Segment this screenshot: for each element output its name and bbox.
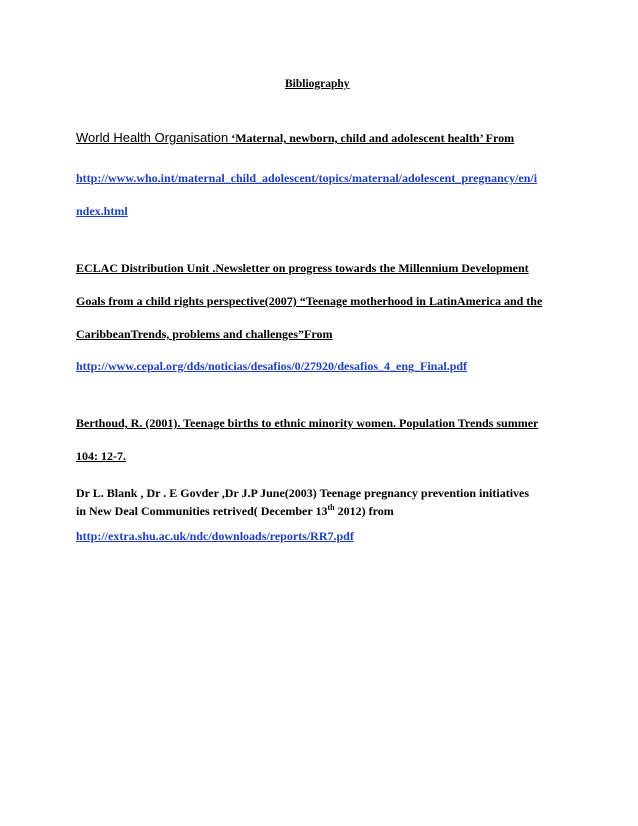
entry-who-author: World Health Organisation bbox=[76, 130, 229, 145]
entry-who-line-3 bbox=[76, 204, 128, 218]
entry-who-line-1 bbox=[76, 131, 514, 145]
entry-who-line-2 bbox=[76, 171, 537, 185]
entry-eclac-line-2: Goals from a child rights perspective(2007) “Teenage motherhood in LatinAmerica and the bbox=[76, 294, 543, 308]
entry-blank-text-end: 2012) from bbox=[334, 504, 394, 518]
page-title: Bibliography bbox=[285, 78, 350, 90]
entry-eclac-line-1: ECLAC Distribution Unit .Newsletter on progress towards the Millennium Development bbox=[76, 261, 529, 275]
entry-eclac-line-4 bbox=[76, 359, 467, 373]
entry-berthoud-line-2: 104: 12-7. bbox=[76, 449, 126, 463]
entry-who-title: ‘Maternal, newborn, child and adolescent health’ From bbox=[228, 131, 515, 145]
entry-who-url-part-2[interactable]: ndex.html bbox=[76, 204, 128, 218]
entry-eclac-line-3: CaribbeanTrends, problems and challenges”From bbox=[76, 327, 333, 341]
entry-berthoud-line-1: Berthoud, R. (2001). Teenage births to ethnic minority women. Population Trends summer bbox=[76, 416, 539, 430]
entry-eclac-url[interactable]: http://www.cepal.org/dds/noticias/desafios/0/27920/desafios_4_eng_Final.pdf bbox=[76, 359, 468, 373]
entry-blank-superscript: th bbox=[327, 503, 335, 512]
entry-blank-line-1: Dr L. Blank , Dr . E Govder ,Dr J.P June(2003) Teenage pregnancy prevention initiatives bbox=[76, 486, 530, 500]
entry-blank-line-2 bbox=[76, 504, 394, 518]
entry-blank-text: in New Deal Communities retrived( December 13 bbox=[76, 504, 328, 518]
entry-blank-line-3 bbox=[76, 529, 354, 543]
entry-who-url-part-1[interactable]: http://www.who.int/maternal_child_adolescent/topics/maternal/adolescent_pregnancy/en/i bbox=[76, 171, 538, 185]
entry-blank-url[interactable]: http://extra.shu.ac.uk/ndc/downloads/reports/RR7.pdf bbox=[76, 529, 354, 543]
